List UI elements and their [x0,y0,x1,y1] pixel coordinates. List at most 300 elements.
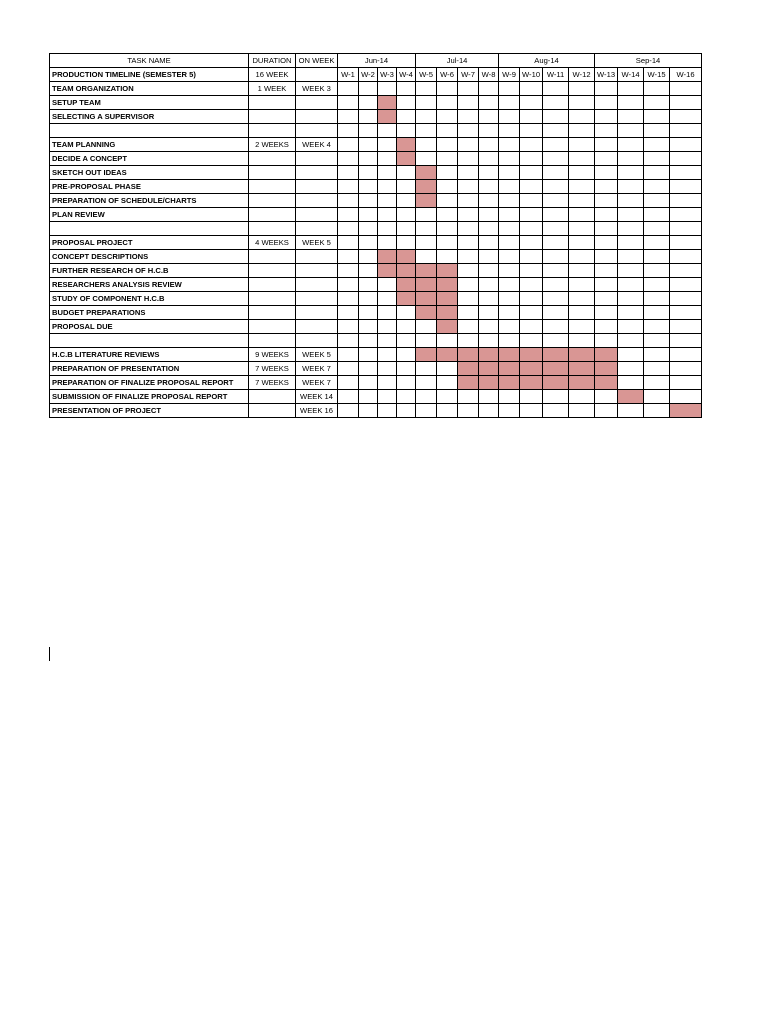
task-name-cell[interactable]: PREPARATION OF SCHEDULE/CHARTS [50,194,249,208]
week-cell[interactable] [618,180,644,194]
week-label-1[interactable]: W-1 [338,68,359,82]
week-cell[interactable] [595,306,618,320]
week-cell[interactable] [569,320,595,334]
week-cell[interactable] [670,222,702,236]
week-cell[interactable] [458,236,479,250]
week-label-11[interactable]: W-11 [543,68,569,82]
week-cell[interactable] [378,166,397,180]
week-cell[interactable] [378,208,397,222]
week-cell[interactable] [595,264,618,278]
week-cell[interactable] [359,362,378,376]
week-cell[interactable] [618,208,644,222]
duration-cell[interactable] [249,264,296,278]
on-week-cell[interactable] [296,152,338,166]
week-cell[interactable] [618,264,644,278]
week-cell[interactable] [569,110,595,124]
week-cell[interactable] [359,250,378,264]
week-cell[interactable] [378,152,397,166]
week-cell[interactable] [543,96,569,110]
week-cell[interactable] [543,250,569,264]
week-cell[interactable] [499,194,520,208]
on-week-cell[interactable] [296,194,338,208]
week-cell[interactable] [479,152,499,166]
week-cell[interactable] [499,390,520,404]
week-cell[interactable] [416,236,437,250]
week-cell[interactable] [618,404,644,418]
on-week-cell[interactable] [296,68,338,82]
gantt-bar-cell[interactable] [520,376,543,390]
gantt-bar-cell[interactable] [397,250,416,264]
week-label-12[interactable]: W-12 [569,68,595,82]
on-week-cell[interactable]: WEEK 3 [296,82,338,96]
week-cell[interactable] [458,110,479,124]
month-header-2[interactable]: Jul-14 [416,54,499,68]
week-cell[interactable] [543,124,569,138]
week-cell[interactable] [618,362,644,376]
on-week-cell[interactable]: WEEK 16 [296,404,338,418]
week-label-2[interactable]: W-2 [359,68,378,82]
week-cell[interactable] [397,208,416,222]
week-cell[interactable] [458,194,479,208]
on-week-cell[interactable] [296,110,338,124]
week-cell[interactable] [618,306,644,320]
week-cell[interactable] [595,320,618,334]
week-cell[interactable] [338,166,359,180]
week-cell[interactable] [458,82,479,96]
week-cell[interactable] [499,138,520,152]
week-label-13[interactable]: W-13 [595,68,618,82]
week-cell[interactable] [569,236,595,250]
task-name-cell[interactable]: FURTHER RESEARCH OF H.C.B [50,264,249,278]
week-cell[interactable] [543,110,569,124]
week-cell[interactable] [670,152,702,166]
week-cell[interactable] [569,124,595,138]
task-name-header[interactable]: TASK NAME [50,54,249,68]
week-cell[interactable] [359,166,378,180]
on-week-cell[interactable] [296,124,338,138]
week-cell[interactable] [644,110,670,124]
week-cell[interactable] [378,376,397,390]
week-cell[interactable] [595,152,618,166]
duration-cell[interactable]: 7 WEEKS [249,362,296,376]
week-cell[interactable] [378,82,397,96]
week-cell[interactable] [458,390,479,404]
week-cell[interactable] [437,404,458,418]
week-cell[interactable] [644,292,670,306]
week-cell[interactable] [416,376,437,390]
week-cell[interactable] [499,166,520,180]
week-cell[interactable] [595,110,618,124]
week-cell[interactable] [499,404,520,418]
week-cell[interactable] [595,278,618,292]
gantt-bar-cell[interactable] [520,362,543,376]
week-cell[interactable] [670,82,702,96]
week-cell[interactable] [397,390,416,404]
week-cell[interactable] [569,152,595,166]
week-cell[interactable] [644,250,670,264]
week-label-14[interactable]: W-14 [618,68,644,82]
gantt-bar-cell[interactable] [569,376,595,390]
week-cell[interactable] [543,404,569,418]
gantt-bar-cell[interactable] [595,348,618,362]
gantt-bar-cell[interactable] [378,264,397,278]
week-cell[interactable] [644,362,670,376]
week-cell[interactable] [618,110,644,124]
week-cell[interactable] [479,278,499,292]
gantt-bar-cell[interactable] [416,278,437,292]
week-cell[interactable] [670,320,702,334]
week-cell[interactable] [520,334,543,348]
week-cell[interactable] [416,82,437,96]
week-cell[interactable] [618,166,644,180]
week-cell[interactable] [499,236,520,250]
week-cell[interactable] [569,306,595,320]
week-cell[interactable] [644,334,670,348]
week-cell[interactable] [520,82,543,96]
week-cell[interactable] [644,180,670,194]
duration-cell[interactable] [249,222,296,236]
week-label-8[interactable]: W-8 [479,68,499,82]
week-cell[interactable] [437,194,458,208]
week-cell[interactable] [618,376,644,390]
week-cell[interactable] [359,96,378,110]
duration-cell[interactable] [249,306,296,320]
week-cell[interactable] [670,334,702,348]
duration-cell[interactable] [249,194,296,208]
week-cell[interactable] [397,110,416,124]
week-cell[interactable] [595,292,618,306]
week-cell[interactable] [569,222,595,236]
gantt-bar-cell[interactable] [479,376,499,390]
duration-cell[interactable] [249,278,296,292]
week-cell[interactable] [670,390,702,404]
week-cell[interactable] [670,348,702,362]
week-cell[interactable] [479,180,499,194]
week-cell[interactable] [416,208,437,222]
week-cell[interactable] [520,152,543,166]
week-label-15[interactable]: W-15 [644,68,670,82]
week-cell[interactable] [378,180,397,194]
week-cell[interactable] [595,166,618,180]
week-cell[interactable] [499,110,520,124]
on-week-cell[interactable] [296,222,338,236]
duration-cell[interactable] [249,96,296,110]
gantt-bar-cell[interactable] [458,376,479,390]
week-cell[interactable] [520,278,543,292]
week-cell[interactable] [437,250,458,264]
week-cell[interactable] [499,124,520,138]
week-cell[interactable] [458,208,479,222]
week-cell[interactable] [359,320,378,334]
week-cell[interactable] [416,362,437,376]
week-cell[interactable] [670,208,702,222]
week-cell[interactable] [378,306,397,320]
gantt-bar-cell[interactable] [437,348,458,362]
week-cell[interactable] [338,292,359,306]
week-cell[interactable] [520,320,543,334]
month-header-1[interactable]: Jun-14 [338,54,416,68]
week-cell[interactable] [397,166,416,180]
week-cell[interactable] [338,96,359,110]
week-cell[interactable] [644,208,670,222]
week-cell[interactable] [359,376,378,390]
week-cell[interactable] [670,236,702,250]
task-name-cell[interactable] [50,222,249,236]
gantt-bar-cell[interactable] [595,376,618,390]
task-name-cell[interactable] [50,124,249,138]
task-name-cell[interactable]: RESEARCHERS ANALYSIS REVIEW [50,278,249,292]
week-cell[interactable] [359,264,378,278]
week-cell[interactable] [479,138,499,152]
week-cell[interactable] [359,404,378,418]
week-cell[interactable] [416,404,437,418]
week-cell[interactable] [397,334,416,348]
week-cell[interactable] [437,166,458,180]
week-cell[interactable] [338,376,359,390]
duration-cell[interactable] [249,110,296,124]
week-cell[interactable] [416,320,437,334]
week-cell[interactable] [479,292,499,306]
week-cell[interactable] [569,96,595,110]
duration-cell[interactable] [249,404,296,418]
week-cell[interactable] [458,166,479,180]
gantt-bar-cell[interactable] [437,264,458,278]
week-cell[interactable] [359,390,378,404]
week-cell[interactable] [543,180,569,194]
week-cell[interactable] [479,124,499,138]
week-cell[interactable] [595,390,618,404]
week-cell[interactable] [359,208,378,222]
week-cell[interactable] [644,96,670,110]
week-cell[interactable] [520,96,543,110]
on-week-cell[interactable]: WEEK 4 [296,138,338,152]
week-cell[interactable] [338,236,359,250]
week-cell[interactable] [416,124,437,138]
week-cell[interactable] [338,278,359,292]
task-name-cell[interactable]: H.C.B LITERATURE REVIEWS [50,348,249,362]
week-cell[interactable] [359,278,378,292]
week-cell[interactable] [338,138,359,152]
gantt-bar-cell[interactable] [378,96,397,110]
duration-cell[interactable]: 16 WEEK [249,68,296,82]
on-week-cell[interactable]: WEEK 5 [296,348,338,362]
duration-cell[interactable] [249,390,296,404]
week-cell[interactable] [479,82,499,96]
week-cell[interactable] [569,278,595,292]
week-cell[interactable] [437,124,458,138]
week-cell[interactable] [359,222,378,236]
on-week-cell[interactable]: WEEK 5 [296,236,338,250]
week-cell[interactable] [416,152,437,166]
week-cell[interactable] [499,180,520,194]
month-header-3[interactable]: Aug-14 [499,54,595,68]
week-label-16[interactable]: W-16 [670,68,702,82]
week-cell[interactable] [378,334,397,348]
gantt-bar-cell[interactable] [437,306,458,320]
week-cell[interactable] [458,180,479,194]
week-cell[interactable] [338,110,359,124]
duration-cell[interactable]: 1 WEEK [249,82,296,96]
week-cell[interactable] [479,222,499,236]
week-cell[interactable] [670,110,702,124]
gantt-bar-cell[interactable] [416,194,437,208]
week-cell[interactable] [359,292,378,306]
gantt-bar-cell[interactable] [569,362,595,376]
gantt-bar-cell[interactable] [378,110,397,124]
week-cell[interactable] [378,292,397,306]
week-cell[interactable] [543,334,569,348]
week-cell[interactable] [670,138,702,152]
task-name-cell[interactable]: PREPARATION OF PRESENTATION [50,362,249,376]
week-cell[interactable] [644,138,670,152]
week-cell[interactable] [618,320,644,334]
week-cell[interactable] [397,376,416,390]
on-week-cell[interactable] [296,278,338,292]
week-cell[interactable] [338,320,359,334]
week-cell[interactable] [520,124,543,138]
week-cell[interactable] [338,306,359,320]
task-name-cell[interactable]: TEAM PLANNING [50,138,249,152]
week-cell[interactable] [520,236,543,250]
week-label-7[interactable]: W-7 [458,68,479,82]
week-cell[interactable] [618,236,644,250]
week-cell[interactable] [397,348,416,362]
week-cell[interactable] [397,82,416,96]
week-cell[interactable] [479,96,499,110]
week-cell[interactable] [397,96,416,110]
week-cell[interactable] [543,82,569,96]
week-cell[interactable] [499,264,520,278]
week-cell[interactable] [618,152,644,166]
week-cell[interactable] [595,194,618,208]
week-cell[interactable] [338,362,359,376]
gantt-bar-cell[interactable] [595,362,618,376]
week-cell[interactable] [670,306,702,320]
week-cell[interactable] [338,124,359,138]
gantt-bar-cell[interactable] [458,348,479,362]
week-cell[interactable] [543,278,569,292]
task-name-cell[interactable]: PROPOSAL DUE [50,320,249,334]
week-cell[interactable] [378,278,397,292]
week-cell[interactable] [479,334,499,348]
task-name-cell[interactable]: PRODUCTION TIMELINE (SEMESTER 5) [50,68,249,82]
week-cell[interactable] [378,404,397,418]
week-cell[interactable] [338,208,359,222]
week-cell[interactable] [479,306,499,320]
week-cell[interactable] [595,404,618,418]
task-name-cell[interactable]: PLAN REVIEW [50,208,249,222]
week-cell[interactable] [437,390,458,404]
on-week-cell[interactable] [296,334,338,348]
week-cell[interactable] [378,236,397,250]
gantt-bar-cell[interactable] [499,362,520,376]
week-cell[interactable] [670,96,702,110]
week-cell[interactable] [543,194,569,208]
week-cell[interactable] [644,278,670,292]
week-cell[interactable] [595,250,618,264]
week-cell[interactable] [569,250,595,264]
week-cell[interactable] [595,236,618,250]
week-cell[interactable] [644,222,670,236]
week-cell[interactable] [479,390,499,404]
duration-cell[interactable]: 7 WEEKS [249,376,296,390]
gantt-bar-cell[interactable] [397,264,416,278]
week-cell[interactable] [479,110,499,124]
gantt-bar-cell[interactable] [397,292,416,306]
week-cell[interactable] [359,180,378,194]
week-cell[interactable] [397,236,416,250]
week-cell[interactable] [644,82,670,96]
week-cell[interactable] [338,390,359,404]
week-cell[interactable] [437,362,458,376]
duration-header[interactable]: DURATION [249,54,296,68]
week-cell[interactable] [479,166,499,180]
week-cell[interactable] [569,82,595,96]
week-cell[interactable] [670,180,702,194]
on-week-cell[interactable] [296,96,338,110]
week-cell[interactable] [543,138,569,152]
week-label-6[interactable]: W-6 [437,68,458,82]
gantt-bar-cell[interactable] [416,306,437,320]
week-cell[interactable] [670,278,702,292]
week-cell[interactable] [397,306,416,320]
gantt-bar-cell[interactable] [499,376,520,390]
week-cell[interactable] [338,82,359,96]
week-cell[interactable] [437,208,458,222]
task-name-cell[interactable]: PRE-PROPOSAL PHASE [50,180,249,194]
week-cell[interactable] [644,306,670,320]
week-cell[interactable] [618,194,644,208]
week-cell[interactable] [543,208,569,222]
week-cell[interactable] [569,180,595,194]
week-cell[interactable] [416,250,437,264]
task-name-cell[interactable]: BUDGET PREPARATIONS [50,306,249,320]
week-cell[interactable] [458,124,479,138]
week-cell[interactable] [618,278,644,292]
task-name-cell[interactable] [50,334,249,348]
week-cell[interactable] [499,306,520,320]
week-cell[interactable] [378,348,397,362]
duration-cell[interactable]: 4 WEEKS [249,236,296,250]
gantt-bar-cell[interactable] [437,292,458,306]
week-cell[interactable] [359,152,378,166]
week-cell[interactable] [618,96,644,110]
week-cell[interactable] [499,222,520,236]
duration-cell[interactable] [249,124,296,138]
week-cell[interactable] [618,82,644,96]
week-cell[interactable] [338,264,359,278]
week-cell[interactable] [479,236,499,250]
week-cell[interactable] [416,222,437,236]
task-name-cell[interactable]: SETUP TEAM [50,96,249,110]
week-cell[interactable] [479,250,499,264]
week-cell[interactable] [338,222,359,236]
task-name-cell[interactable]: CONCEPT DESCRIPTIONS [50,250,249,264]
gantt-bar-cell[interactable] [458,362,479,376]
gantt-bar-cell[interactable] [397,278,416,292]
week-cell[interactable] [437,180,458,194]
week-cell[interactable] [618,124,644,138]
week-cell[interactable] [499,320,520,334]
on-week-cell[interactable] [296,320,338,334]
week-cell[interactable] [359,82,378,96]
gantt-bar-cell[interactable] [437,278,458,292]
week-cell[interactable] [437,96,458,110]
week-cell[interactable] [644,236,670,250]
on-week-cell[interactable] [296,292,338,306]
week-cell[interactable] [499,278,520,292]
week-cell[interactable] [359,124,378,138]
